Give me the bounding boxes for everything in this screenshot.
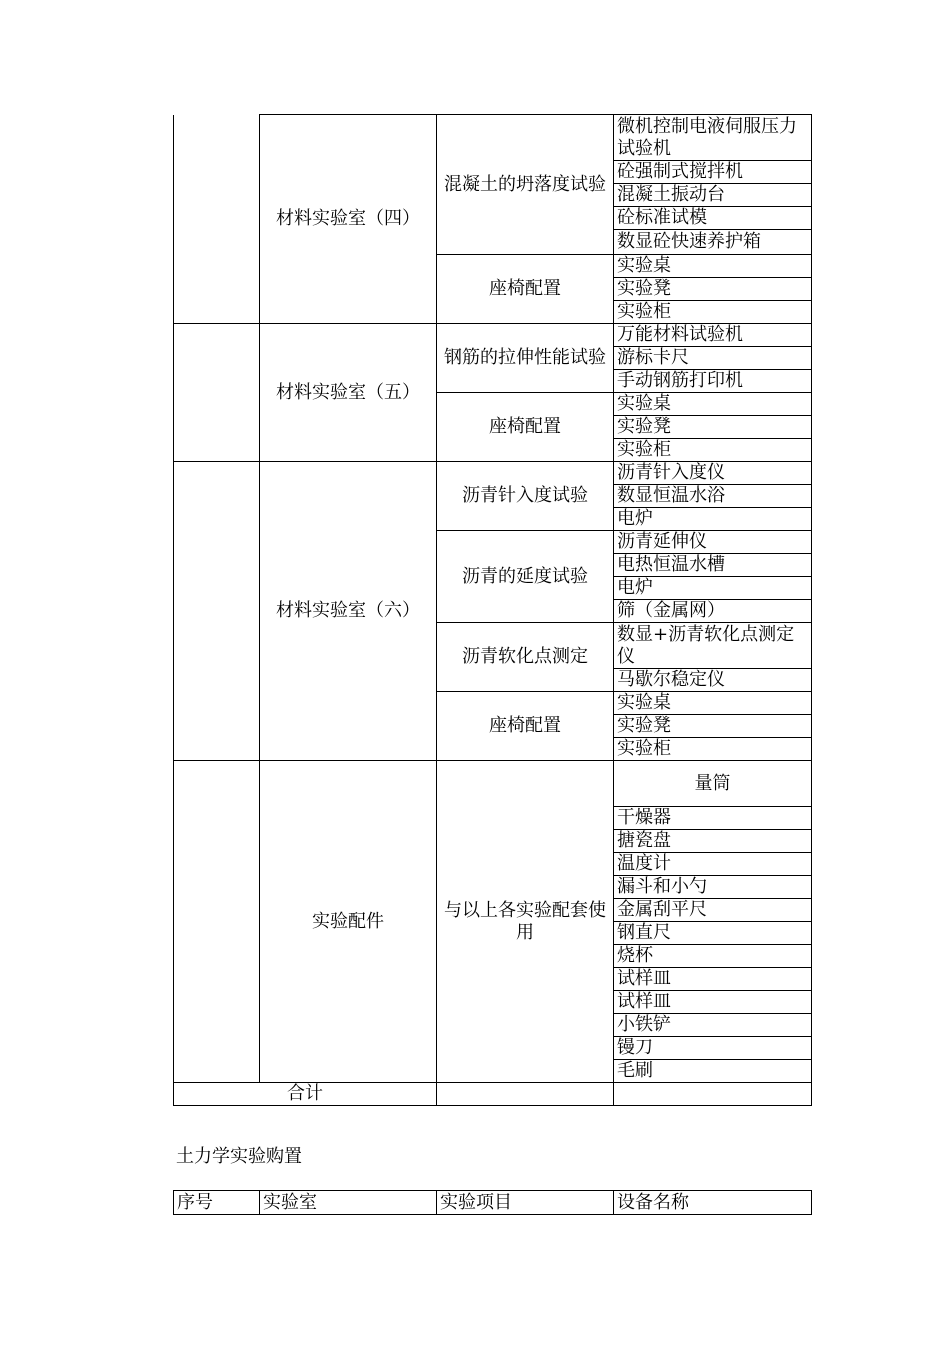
device-cell: 万能材料试验机 [614, 324, 812, 347]
device-cell: 筛（金属网） [614, 600, 812, 623]
header-table [173, 1190, 812, 1215]
project-cell: 沥青针入度试验 [437, 462, 614, 531]
device-cell: 搪瓷盘 [614, 830, 812, 853]
project-cell: 与以上各实验配套使用 [437, 761, 614, 1083]
device-cell: 实验桌 [614, 255, 812, 278]
device-cell: 钢直尺 [614, 922, 812, 945]
header-lab: 实验室 [260, 1191, 437, 1215]
device-cell: 实验凳 [614, 715, 812, 738]
serial-cell [174, 324, 260, 462]
device-cell: 镘刀 [614, 1037, 812, 1060]
project-cell: 沥青软化点测定 [437, 623, 614, 692]
device-cell: 试样皿 [614, 991, 812, 1014]
device-cell: 微机控制电液伺服压力试验机 [614, 115, 812, 161]
device-cell: 温度计 [614, 853, 812, 876]
project-cell: 沥青的延度试验 [437, 531, 614, 623]
device-cell: 砼标准试模 [614, 207, 812, 230]
device-cell: 毛刷 [614, 1060, 812, 1083]
serial-cell [174, 115, 260, 324]
project-cell: 座椅配置 [437, 393, 614, 462]
device-cell: 马歇尔稳定仪 [614, 669, 812, 692]
total-label: 合计 [174, 1083, 437, 1106]
device-cell: 实验桌 [614, 393, 812, 416]
device-cell: 实验桌 [614, 692, 812, 715]
device-cell: 干燥器 [614, 807, 812, 830]
serial-cell [174, 462, 260, 761]
device-cell: 试样皿 [614, 968, 812, 991]
device-cell: 沥青延伸仪 [614, 531, 812, 554]
serial-cell [174, 761, 260, 1083]
total-project-cell [437, 1083, 614, 1106]
device-cell: 数显砼快速养护箱 [614, 230, 812, 255]
device-cell: 实验柜 [614, 439, 812, 462]
device-cell: 数显恒温水浴 [614, 485, 812, 508]
lab-cell: 材料实验室（五） [260, 324, 437, 462]
lab-cell: 材料实验室（四） [260, 115, 437, 324]
total-device-cell [614, 1083, 812, 1106]
device-cell: 实验柜 [614, 738, 812, 761]
device-cell: 电炉 [614, 577, 812, 600]
device-cell: 实验柜 [614, 301, 812, 324]
device-cell: 数显+沥青软化点测定仪 [614, 623, 812, 669]
device-cell: 游标卡尺 [614, 347, 812, 370]
project-cell: 混凝土的坍落度试验 [437, 115, 614, 255]
lab-cell: 材料实验室（六） [260, 462, 437, 761]
device-cell: 金属刮平尺 [614, 899, 812, 922]
device-cell: 电炉 [614, 508, 812, 531]
device-cell: 砼强制式搅拌机 [614, 161, 812, 184]
project-cell: 座椅配置 [437, 255, 614, 324]
project-cell: 钢筋的拉伸性能试验 [437, 324, 614, 393]
project-cell: 座椅配置 [437, 692, 614, 761]
device-cell: 实验凳 [614, 278, 812, 301]
device-cell: 量筒 [614, 761, 812, 807]
device-cell: 漏斗和小勺 [614, 876, 812, 899]
equipment-table [173, 114, 812, 1106]
device-cell: 手动钢筋打印机 [614, 370, 812, 393]
device-cell: 小铁铲 [614, 1014, 812, 1037]
header-device: 设备名称 [614, 1191, 812, 1215]
lab-cell: 实验配件 [260, 761, 437, 1083]
device-cell: 烧杯 [614, 945, 812, 968]
device-cell: 沥青针入度仪 [614, 462, 812, 485]
device-cell: 实验凳 [614, 416, 812, 439]
device-cell: 电热恒温水槽 [614, 554, 812, 577]
device-cell: 混凝土振动台 [614, 184, 812, 207]
header-serial: 序号 [174, 1191, 260, 1215]
header-project: 实验项目 [437, 1191, 614, 1215]
section-caption: 土力学实验购置 [176, 1146, 302, 1167]
